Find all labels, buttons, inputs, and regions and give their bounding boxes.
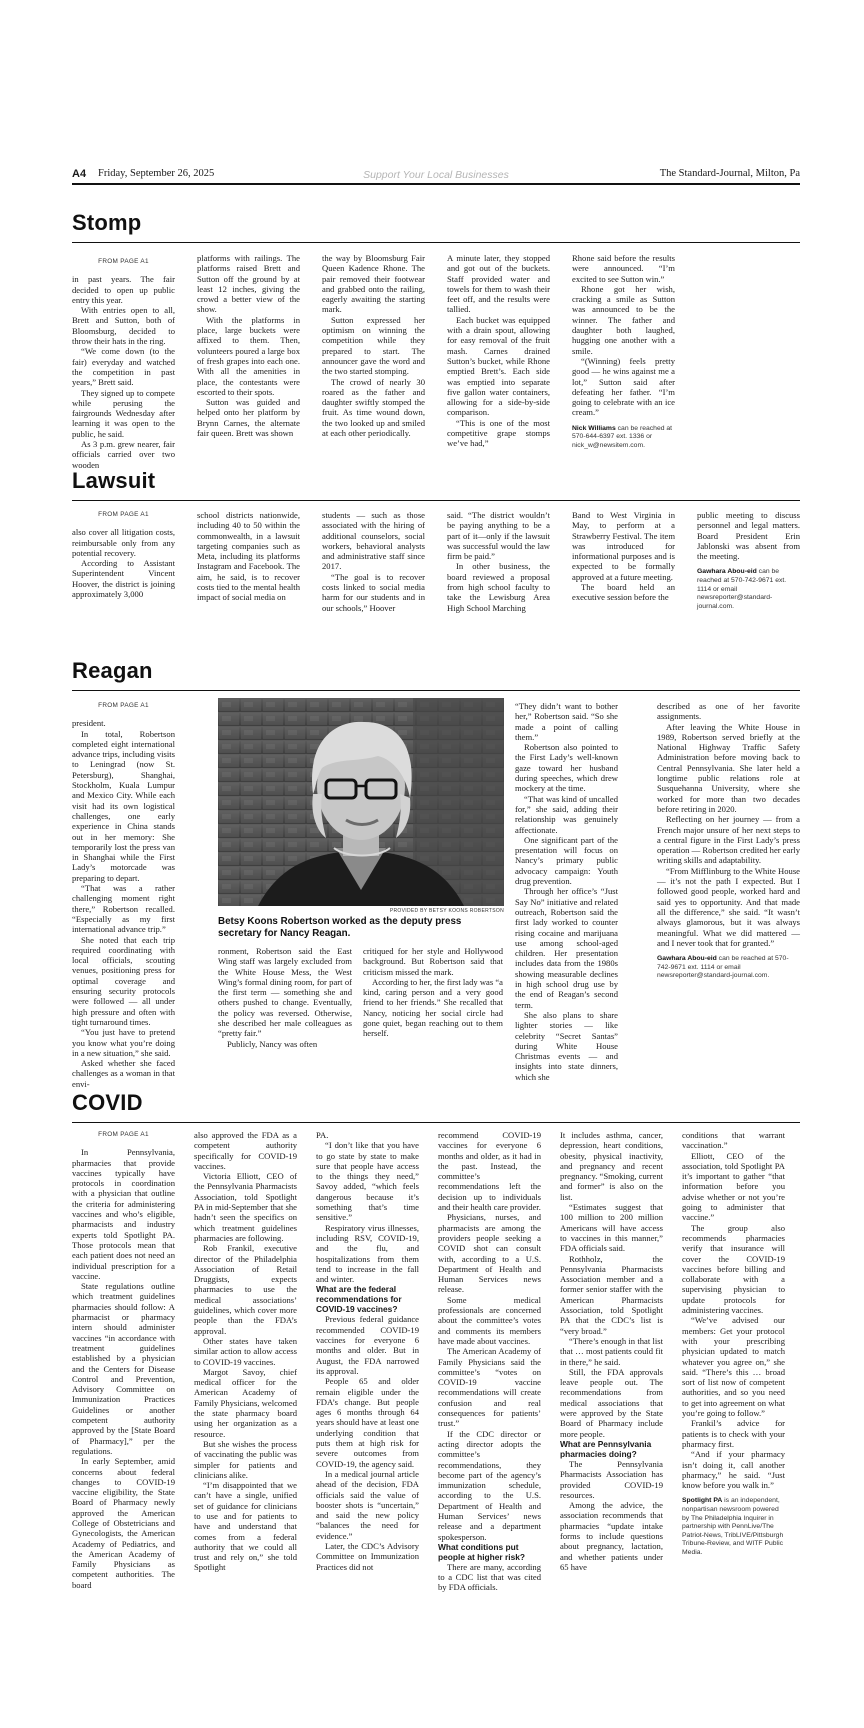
article-paragraph: The group also recommends pharmacies verify that insurance will cover the COVID-19 vaccines before billing and collaborate with a supervising physician to update protocols for administering vaccines.: [682, 1222, 785, 1316]
article-paragraph: Previous federal guidance recommended COVID-19 vaccines for everyone 6 months and older. But in August, the FDA narrowed its approval.: [316, 1314, 419, 1376]
reagan-column-1: [72, 701, 175, 1089]
article-paragraph: In a medical journal article ahead of the decision, FDA officials said the value of booster shots is “uncertain,” and said the new policy “balances the need for evidence.”: [316, 1468, 419, 1541]
lawsuit-column-2: [197, 510, 300, 603]
article-paragraph: Asked whether she faced challenges as a woman in that envi-: [72, 1058, 175, 1089]
article-paragraph: the way by Bloomsburg Fair Queen Kadence Rhone. The pair removed their footwear and grabbed onto the railing, eagerly awaiting the starting mark.: [322, 253, 425, 315]
article-paragraph: Still, the FDA approvals leave people out. The recommendations from medical associations that were approved by the State Board of Pharmacy include more people.: [560, 1366, 663, 1439]
article-paragraph: ronment, Robertson said the East Wing staff was largely excluded from the White House Mess, the West Wing’s formal dining room, for part of the first term — something she and others pushed to change. Eventually, the policy was reversed. Otherwise, she described her male colleagues as “pretty fair.”: [218, 946, 352, 1039]
article-paragraph: In early September, amid concerns about federal changes to COVID-19 vaccine eligibility, the State Board of Pharmacy newly approved the American College of Obstetricians and Gynecologists, the American Academy of Pediatrics, and the American Academy of Family Physicians as competent authorities. The board: [72, 1456, 175, 1590]
author-name: Nick Williams: [572, 424, 616, 432]
lawsuit-headline: Lawsuit: [72, 468, 156, 493]
article-paragraph: “I’m disappointed that we can’t have a single, unified set of guidance for clinicians to use and for patients to have and understand that comes from a federal authority that we could all trust and rely on,” she told Spotlight: [194, 1480, 297, 1573]
lawsuit-column-1: [72, 510, 175, 599]
author-contact: [682, 1497, 785, 1557]
article-paragraph: “We’ve advised our members: Get your protocol with your prescribing physician updated to match whatever you agree on,” she said. “There’s this … broad sort of list now of competent authorities, and so you need to get into agreement on what you’re going to follow.”: [682, 1315, 785, 1419]
article-paragraph: “I don’t like that you have to go state by state to make sure that people have access to the things they need,” Savoy added, “which feels dangerous because it’s something that’s time sensitive.”: [316, 1140, 419, 1223]
article-paragraph: Later, the CDC’s Advisory Committee on Immunization Practices did not: [316, 1540, 419, 1572]
covid-column-4: [438, 1130, 541, 1593]
article-paragraph: She noted that each trip required coordinating with local officials, scouting venues, positioning press for optimal coverage and ensuring security protocols were followed — all under high pressure and often with tight turnaround times.: [72, 934, 175, 1027]
covid-column-2: [194, 1130, 297, 1573]
author-contact-text: can be reached at 570-742-9671 ext. 1114 or email newsreporter@standard-journal.com.: [697, 568, 787, 610]
stomp-column-4: [447, 253, 550, 449]
author-contact-text: can be reached at 570-742-9671 ext. 1114 or email newsreporter@standard-journal.com.: [657, 955, 789, 980]
stomp-column-1: [72, 257, 175, 470]
lawsuit-column-5: [572, 510, 675, 603]
jump-from-label: FROM PAGE A1: [98, 1131, 149, 1138]
article-paragraph: said. “The district wouldn’t be paying anything to be a part of it—only if the lawsuit was successful would the law firm be paid.”: [447, 510, 550, 562]
reagan-column-3: [363, 946, 503, 1039]
article-paragraph: Each bucket was equipped with a drain spout, allowing for easy removal of the fruit mash. Carnes drained Sutton’s bucket, while Rhone emptied Brett’s. Each side was emptied into separate five gallon water containers, allowing for a side-by-side comparison.: [447, 314, 550, 418]
lawsuit-column-4: [447, 510, 550, 613]
article-paragraph: One significant part of the presentation will focus on Nancy’s primary public advocacy campaign: Youth drug prevention.: [515, 834, 618, 887]
author-contact: [572, 425, 675, 451]
article-paragraph: platforms with railings. The platforms raised Brett and Sutton off the ground by at least 12 inches, giving the crowd a better view of the show.: [197, 253, 300, 315]
article-paragraph: “The goal is to recover costs linked to social media harm for our students and in our schools,” Hoover: [322, 571, 425, 613]
subheading: What conditions put people at higher risk?: [438, 1541, 526, 1562]
page-number: A4: [72, 168, 87, 180]
stomp-column-3: [322, 253, 425, 438]
headline-rule: [72, 1122, 800, 1123]
subheading: What are Pennsylvania pharmacies doing?: [560, 1438, 652, 1459]
article-paragraph: Some medical professionals are concerned about the committee’s votes and comments its members have made about vaccines.: [438, 1294, 541, 1346]
article-paragraph: Rhone got her wish, cracking a smile as Sutton was announced to be the winner. The father and daughter both laughed, hugging one another with a smile.: [572, 283, 675, 356]
article-paragraph: Among the advice, the association recommends that pharmacies “update intake forms to include questions about pregnancy, lactation, and whether patients under 65 have: [560, 1500, 663, 1572]
headline-rule: [72, 242, 800, 243]
portrait-photo: [218, 698, 504, 906]
article-paragraph: If the CDC director or acting director adopts the committee’s recommendations, they become part of the agency’s immunization schedule, according to the U.S. Department of Health and Human Services’ news release and a department spokesperson.: [438, 1428, 541, 1542]
author-name: Gawhara Abou-eid: [657, 955, 717, 963]
article-paragraph: Rothholz, the Pennsylvania Pharmacists Association member and a former senior staffer with the American Pharmacists Association, told Spotlight PA that the CDC’s list is “very broad.”: [560, 1253, 663, 1336]
article-paragraph: school districts nationwide, including 40 to 50 within the commonwealth, in a lawsuit targeting companies such as Meta, including its platforms Instagram and Facebook. The aim, he said, is to recover costs tied to the mental health impact of social media on: [197, 510, 300, 603]
covid-column-5: [560, 1130, 663, 1572]
covid-column-1: [72, 1130, 175, 1590]
article-paragraph: “That was a rather challenging moment right there,” Robertson recalled. “Especially as my first international advance trip.”: [72, 883, 175, 935]
author-name: Gawhara Abou-eid: [697, 568, 757, 576]
article-paragraph: conditions that warrant vaccination.”: [682, 1130, 785, 1151]
photo-caption: Betsy Koons Robertson worked as the deputy press secretary for Nancy Reagan.: [218, 916, 462, 939]
article-paragraph: With the platforms in place, large buckets were affixed to them. Then, volunteers poured a large box of fresh grapes into each one. With all the amenities in place, the contestants were escorted to their spots.: [197, 314, 300, 397]
author-contact-text: is an independent, nonpartisan newsroom powered by The Philadelphia Inquirer in partnership with PennLive/The Patriot-News, TribLIVE/Pittsburgh Tribune-Review, and WITF Public Media.: [682, 1497, 784, 1556]
article-paragraph: “You just have to pretend you know what you’re doing in a new situation,” she said.: [72, 1027, 175, 1058]
article-paragraph: PA.: [316, 1130, 329, 1140]
covid-headline: COVID: [72, 1090, 143, 1115]
article-paragraph: “There’s enough in that list that … most patients could fit in there,” he said.: [560, 1335, 663, 1367]
photo-credit: PROVIDED BY BETSY KOONS ROBERTSON: [389, 908, 504, 914]
article-paragraph: The crowd of nearly 30 roared as the father and daughter swiftly stomped the fruit. As time wound down, the two looked up and smiled at each other periodically.: [322, 376, 425, 439]
article-paragraph: “Estimates suggest that 100 million to 200 million Americans will have access to vaccines in this manner,” FDA officials said.: [560, 1202, 663, 1254]
lawsuit-article: [72, 468, 800, 658]
article-paragraph: Elliott, CEO of the association, told Spotlight PA it’s important to gather “that information before you advise whether or not you’re going to administer that vaccine.”: [682, 1150, 785, 1223]
article-paragraph: Margot Savoy, chief medical officer for the American Academy of Family Physicians, welcomed the state pharmacy board using her organization as a resource.: [194, 1366, 297, 1439]
article-paragraph: Publicly, Nancy was often: [227, 1038, 318, 1049]
article-paragraph: “This is one of the most competitive grape stomps we’ve had,”: [447, 417, 550, 449]
header-tagline: Support Your Local Businesses: [363, 169, 509, 181]
headline-rule: [72, 500, 800, 501]
article-paragraph: Victoria Elliott, CEO of the Pennsylvania Pharmacists Association, told Spotlight PA in mid-September that she hadn’t seen the specifics on which treatment guidelines pharmacies are following.: [194, 1171, 297, 1243]
article-paragraph: But she wishes the process of vaccinating the public was simpler for patients and clinicians alike.: [194, 1438, 297, 1480]
headline-rule: [72, 690, 800, 691]
article-paragraph: in past years. The fair decided to open up public entry this year.: [72, 274, 175, 305]
article-paragraph: In Pennsylvania, pharmacies that provide vaccines typically have protocols in coordination with a physician that outline the criteria for administering vaccines and who’s eligible, pharmacists and industry experts told Spotlight PA. Those protocols mean that each patient does not need an individual prescription for a vaccine.: [72, 1147, 175, 1281]
article-paragraph: According to her, the first lady was “a kind, caring person and a very good friend to her friends.” She recalled that Nancy, noticing her social circle had gone quiet, began reaching out to them herself.: [363, 976, 503, 1039]
page-header: [72, 168, 800, 184]
author-name: Spotlight PA: [682, 1497, 723, 1505]
article-paragraph: Band to West Virginia in May, to perform at a Strawberry Festival. The item was introduced for informational purposes and is expected to be formally approved at a future meeting.: [572, 510, 675, 582]
article-paragraph: The board held an executive session before the: [572, 582, 675, 603]
lawsuit-column-3: [322, 510, 425, 613]
stomp-headline: Stomp: [72, 210, 142, 235]
article-paragraph: Rob Frankil, executive director of the Philadelphia Association of Retail Druggists, expects pharmacies to use the medical associations’ guidelines, which cover more people than the FDA’s approval.: [194, 1243, 297, 1336]
article-paragraph: Through her office’s “Just Say No” initiative and related outreach, Robertson said the first lady worked to counter rising cocaine and marijuana use among school-aged children. Her presentation includes data from the 1980s showing measurable declines in high school drug use by the end of Reagan’s second term.: [515, 886, 618, 1010]
article-paragraph: critiqued for her style and Hollywood background. But Robertson said that criticism missed the mark.: [363, 946, 503, 977]
article-paragraph: recommend COVID-19 vaccines for everyone 6 months and older, as it had in the past. Instead, the committee’s recommendations left the decision up to individuals and their health care provider.: [438, 1130, 541, 1213]
covid-column-6: [682, 1130, 785, 1558]
author-contact-text: can be reached at 570-644-6397 ext. 1336 or nick_w@newsitem.com.: [572, 424, 673, 449]
article-paragraph: It includes asthma, cancer, depression, heart conditions, obesity, physical inactivity, and pregnancy and recent pregnancy. “Smoking, current and former” is also on the list.: [560, 1130, 664, 1202]
article-paragraph: “They didn’t want to bother her,” Robertson said. “So she made a point of calling them.”: [515, 701, 618, 742]
reagan-column-5: [657, 701, 800, 981]
article-paragraph: “That was kind of uncalled for,” she said, adding their relationship was genuinely affectionate.: [515, 793, 618, 835]
reagan-column-4: [515, 701, 618, 1082]
article-paragraph: The American Academy of Family Physicians said the committee’s “votes on COVID-19 vaccine recommendations will create confusion and real consequences for patients’ trust.”: [438, 1346, 541, 1429]
article-paragraph: As 3 p.m. grew nearer, fair officials carried over two wooden: [72, 439, 175, 470]
jump-from-label: FROM PAGE A1: [98, 258, 149, 265]
article-paragraph: State regulations outline which treatment guidelines pharmacies should follow: A pharmacist or pharmacy intern should administer vaccines “in accordance with treatment guidelines established by a physician and the Centers for Disease Control and Prevention, Advisory Committee on Immunization Practices Guidelines or another competent authority approved by the [State Board of Pharmacy],” per the regulations.: [72, 1281, 175, 1456]
jump-from-label: FROM PAGE A1: [98, 511, 149, 518]
reagan-article: [72, 658, 800, 1089]
page-date: Friday, September 26, 2025: [98, 168, 215, 179]
article-paragraph: “(Winning) feels pretty good — he wins against me a lot,” Sutton said after defeating her father. “I’m going to celebrate with an ice cream.”: [572, 355, 675, 418]
article-paragraph: “From Mifflinburg to the White House — it’s not the path I expected. But I followed good people, worked hard and said yes to opportunity. And that made all the difference,” she said. “It wasn’t always glamorous, but it was always meaningful. What we did mattered — and I never took that for granted.”: [657, 865, 800, 948]
article-paragraph: Sutton was guided and helped onto her platform by Brynn Carnes, the alternate fair queen. Brett was shown: [197, 397, 300, 439]
reagan-headline: Reagan: [72, 658, 153, 683]
article-paragraph: Robertson also pointed to the First Lady’s well-known gaze toward her husband during speeches, which drew mockery at the time.: [515, 742, 618, 794]
article-paragraph: Frankil’s advice for patients is to check with your pharmacy first.: [682, 1418, 785, 1449]
article-paragraph: described as one of her favorite assignments.: [657, 701, 800, 722]
subheading: What are the federal recommendations for COVID-19 vaccines?: [316, 1284, 402, 1315]
article-paragraph: president.: [72, 718, 106, 729]
author-contact: [657, 955, 800, 981]
header-rule: [72, 183, 800, 185]
article-paragraph: “And if your pharmacy isn’t doing it, call another pharmacy,” he said. “Just know before you walk in.”: [682, 1449, 785, 1491]
article-paragraph: Respiratory virus illnesses, including RSV, COVID-19, and the flu, and hospitalizations from them tend to increase in the fall and winter.: [316, 1222, 419, 1285]
article-paragraph: With entries open to all, Brett and Sutton, both of Bloomsburg, decided to throw their hats in the ring.: [72, 305, 175, 347]
lawsuit-column-6: [697, 510, 800, 611]
article-paragraph: According to Assistant Superintendent Vincent Hoover, the district is joining approximately 3,000: [72, 558, 175, 600]
article-paragraph: Rhone said before the results were announced. “I’m excited to see Sutton win.”: [572, 253, 675, 284]
article-paragraph: There are many, according to a CDC list that was cited by FDA officials.: [438, 1561, 541, 1593]
article-paragraph: In total, Robertson completed eight international advance trips, including visits to Leningrad (now St. Petersburg), Shanghai, Stockholm, Kuala Lumpur and Mexico City. While each visit had its own logistical challenges, one early experience in China stands out in her memory: She temporarily lost the press van in Shanghai while the First Lady’s motorcade was preparing to depart.: [72, 728, 175, 883]
author-contact: [697, 568, 800, 611]
covid-article: [72, 1090, 800, 1690]
covid-column-3: [316, 1130, 419, 1572]
article-paragraph: public meeting to discuss personnel and legal matters. Board President Erin Jablonski was absent from the meeting.: [697, 510, 800, 562]
article-paragraph: The Pennsylvania Pharmacists Association has provided COVID-19 resources.: [560, 1458, 663, 1500]
article-paragraph: Sutton expressed her optimism on winning the competition while they prepared to start. The announcer gave the word and the two started stomping.: [322, 314, 425, 377]
article-paragraph: They signed up to compete while perusing the fairgrounds Wednesday after learning it was open to the public, he said.: [72, 387, 175, 439]
stomp-column-2: [197, 253, 300, 438]
reagan-column-2: [218, 946, 352, 1049]
portrait-image: [218, 698, 504, 906]
stomp-column-5: [572, 253, 675, 451]
article-paragraph: Reflecting on her journey — from a French major unsure of her next steps to a central figure in the First Lady’s press operation — Robertson credited her early writing skills and adaptability.: [657, 814, 800, 866]
article-paragraph: People 65 and older remain eligible under the FDA’s change. But people ages 6 months through 64 years should have at least one underlying condition that puts them at high risk for severe outcomes from COVID-19, the agency said.: [316, 1376, 419, 1469]
article-paragraph: A minute later, they stopped and got out of the buckets. Staff provided water and towels for them to wash their feet off, and the results were tallied.: [447, 253, 550, 315]
article-paragraph: “We come down (to the fair) everyday and watched the competition in past years,” Brett said.: [72, 346, 175, 388]
article-paragraph: In other business, the board reviewed a proposal from high school faculty to take the Lewisburg Area High School Marching: [447, 561, 550, 613]
jump-from-label: FROM PAGE A1: [98, 702, 149, 709]
newspaper-name: The Standard-Journal, Milton, Pa: [659, 168, 800, 179]
stomp-article: [72, 210, 800, 470]
article-paragraph: students — such as those associated with the hiring of additional counselors, social workers, behavioral analysts and administrative staff since 2017.: [322, 510, 425, 572]
article-paragraph: After leaving the White House in 1989, Robertson served briefly at the National Highway Traffic Safety Administration before moving back to Central Pennsylvania. She later held a longtime public relations role at Susquehanna University, where she worked for more than two decades before retiring in 2020.: [657, 721, 800, 814]
article-paragraph: also approved the FDA as a competent authority specifically for COVID-19 vaccines.: [194, 1130, 297, 1171]
article-paragraph: Physicians, nurses, and pharmacists are among the providers people seeking a COVID shot can consult with, according to a U.S. Department of Health and Human Services news release.: [438, 1212, 541, 1295]
article-paragraph: also cover all litigation costs, reimbursable only from any potential recovery.: [72, 527, 175, 558]
article-paragraph: She also plans to share lighter stories — like celebrity “Secret Santas” during White House Christmas events — and insights into state dinners, which she: [515, 1009, 618, 1082]
article-paragraph: Other states have taken similar action to allow access to COVID-19 vaccines.: [194, 1335, 297, 1367]
